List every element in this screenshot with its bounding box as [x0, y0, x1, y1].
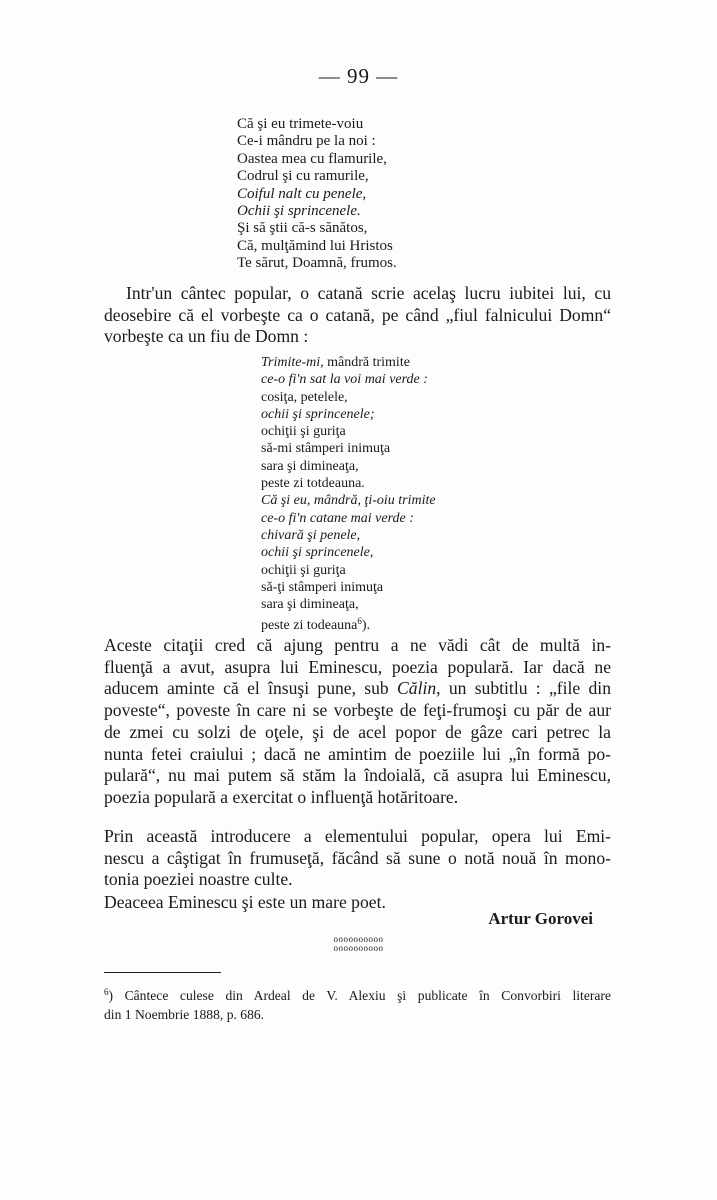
verse-line [261, 613, 436, 634]
verse-line: Că, mulţămind lui Hristos [237, 237, 393, 254]
paragraph-line: deosebire că el vorbeşte ca o catană, pe când „fiul falnicului Domn“ [104, 304, 611, 325]
verse-line: Că şi eu, mândră, ţi-oiu trimite [261, 493, 436, 509]
footnote-rule [104, 972, 221, 973]
verse-line-roman-part: mândră trimite [323, 355, 410, 370]
verse-line: ochii şi sprincenele, [261, 545, 374, 561]
verse-line: chivară şi penele, [261, 527, 361, 543]
footnote-reference: 6 [357, 616, 362, 627]
footnote-marker: 6 [104, 987, 109, 997]
ornament-divider [0, 935, 717, 953]
paragraph-line: Intr'un cântec popular, o catană scrie acelaş lucru iubitei lui, cu [126, 283, 611, 303]
paragraph-line: aducem aminte că el însuşi pune, sub Călin, un subtitlu : „file din [104, 678, 611, 699]
verse-line: ochiţii şi guriţa [261, 562, 346, 578]
verse-line: Codrul şi cu ramurile, [237, 168, 369, 185]
footnote-line-1-text: ) Cântece culese din Ardeal de V. Alexiu şi publicate în Convorbiri literare [108, 988, 611, 1003]
ornament-row-bottom: oooooooooo [333, 943, 384, 953]
verse-line: să-mi stâmperi inimuţa [261, 441, 391, 457]
verse-line: ce-o fi'n catane mai verde : [261, 510, 414, 526]
paragraph-line: de zmei cu solzi de oţele, şi de acel popor de gâze cari petrec la [104, 721, 611, 742]
verse-line: peste zi totdeauna. [261, 476, 365, 492]
verse-line: Că şi eu trimete-voiu [237, 116, 364, 132]
verse-line: Coiful nalt cu penele, [237, 185, 367, 202]
ornament-row-top: oooooooooo [333, 934, 384, 944]
paragraph-3 [104, 826, 611, 891]
paragraph-line: nunta fetei craiului ; dacă ne amintim de poeziile lui „în formă po- [104, 743, 611, 764]
footnote-line-2: din 1 Noembrie 1888, p. 686. [104, 1007, 265, 1022]
verse-line: cosiţa, petelele, [261, 389, 348, 405]
verse-line-text: peste zi todeauna [261, 618, 358, 634]
verse-line: sara şi dimineaţa, [261, 597, 359, 613]
page-number: — 99 — [318, 64, 399, 88]
verse-line: Şi să ştii că-s sănătos, [237, 220, 368, 237]
paragraph-line: poveste“, poveste în care ni se vorbeşte de feţi-frumoşi cu păr de aur [104, 700, 611, 721]
paragraph-line: tonia poeziei noastre culte. [104, 869, 293, 890]
verse-line: Te sărut, Doamnă, frumos. [237, 255, 397, 272]
paragraph-line: pulară“, nu mai putem să stăm la îndoială, că asupra lui Eminescu, [104, 765, 611, 786]
verse-line: Ce-i mândru pe la noi : [237, 133, 376, 150]
author-signature: Artur Gorovei [488, 909, 593, 928]
paragraph-2 [104, 635, 611, 809]
verse-line-italic-part: Trimite-mi, [261, 355, 324, 370]
verse-line: ce-o fi'n sat la voi mai verde : [261, 372, 428, 388]
verse-line: ochiţii şi guriţa [261, 424, 346, 440]
paragraph-line: Aceste citaţii cred că ajung pentru a ne vădi cât de multă in- [104, 635, 611, 655]
verse-quote-2 [261, 354, 436, 635]
verse-line: Ochii şi sprincenele. [237, 203, 361, 220]
paragraph-4-text: Deaceea Eminescu şi este un mare poet. [104, 892, 386, 912]
verse-line: să-ţi stâmperi inimuţa [261, 579, 384, 595]
verse-line [261, 354, 436, 371]
paragraph-line: fluenţă a avut, asupra lui Eminescu, poezia populară. Iar dacă ne [104, 656, 611, 677]
paragraph-line: poezia populară a exercitat o influenţă hotăritoare. [104, 786, 459, 807]
verse-line-end: ). [361, 618, 371, 634]
paragraph-line: nescu a câştigat în frumuseţă, făcând să sune o notă nouă în mono- [104, 847, 611, 868]
paragraph-line: Prin această introducere a elementului popular, opera lui Emi- [104, 826, 611, 846]
verse-line: Oastea mea cu flamurile, [237, 150, 387, 167]
paragraph-1 [104, 283, 611, 348]
footnote [104, 983, 611, 1024]
verse-line: sara şi dimineaţa, [261, 458, 359, 474]
paragraph-line: vorbeşte ca un fiu de Domn : [104, 326, 309, 347]
verse-line: ochii şi sprincenele; [261, 406, 375, 422]
footnote-line-1 [104, 983, 611, 1005]
verse-quote-1 [237, 116, 397, 273]
